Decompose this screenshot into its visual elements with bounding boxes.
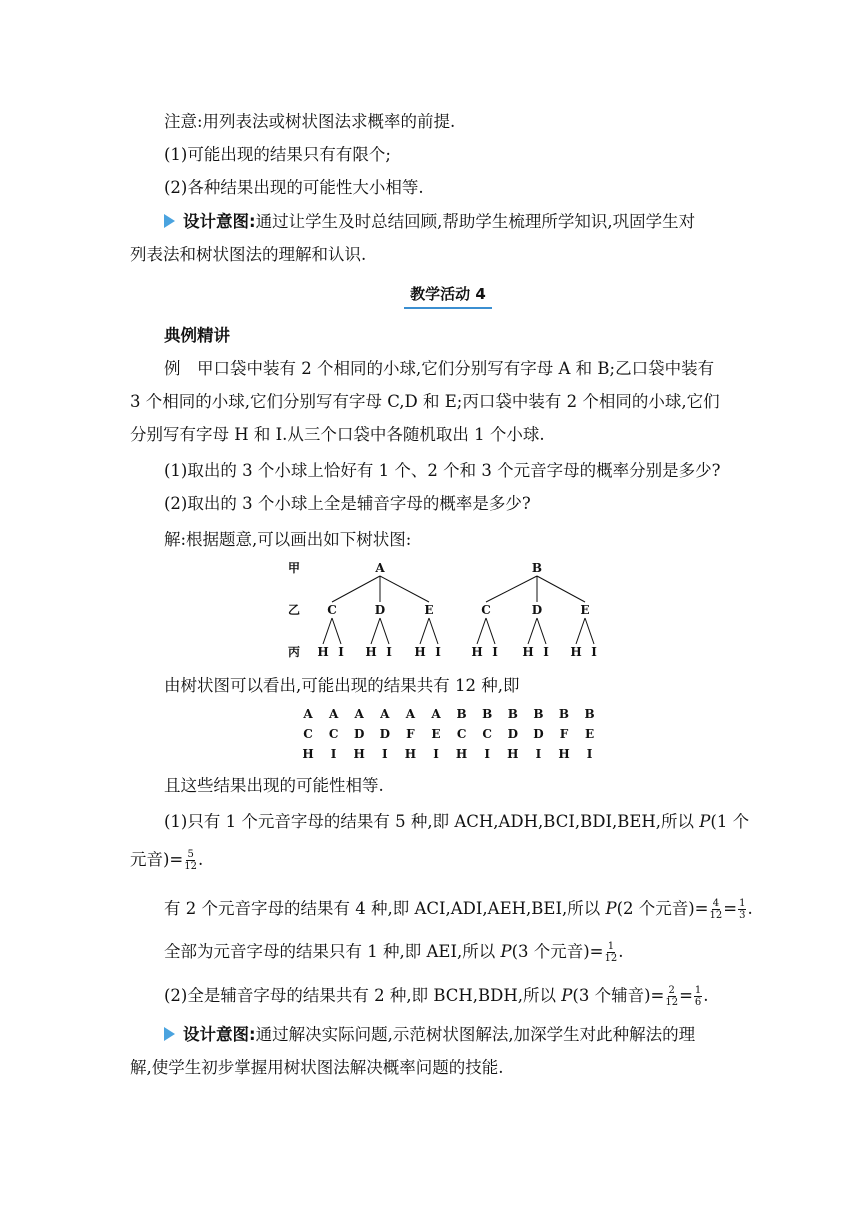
fraction-denominator: 12	[709, 910, 723, 921]
tree-branch	[585, 618, 594, 644]
design-intent-1	[164, 210, 695, 234]
fraction-4-12	[710, 898, 723, 921]
design-intent-2	[164, 1023, 695, 1047]
tree-node-level2: E	[580, 603, 590, 617]
results-grid	[300, 704, 600, 764]
tree-branch	[323, 618, 332, 644]
fraction-1-12	[605, 941, 618, 964]
result-cell: H	[404, 747, 417, 761]
result-cell: F	[559, 727, 569, 741]
tree-branch	[477, 618, 486, 644]
result-cell: A	[354, 707, 364, 721]
period: .	[747, 899, 753, 918]
fraction-numerator: 1	[694, 985, 702, 996]
tree-branch	[486, 576, 537, 602]
tree-node-level2: C	[481, 603, 491, 617]
tree-node-level3: I	[386, 645, 392, 659]
question-1: (1)取出的 3 个小球上恰好有 1 个、2 个和 3 个元音字母的概率分别是多少?	[164, 461, 721, 480]
answer-2-text-b: (2 个元音)=	[616, 899, 709, 918]
tree-node-level3: I	[591, 645, 597, 659]
fraction-denominator: 12	[184, 861, 197, 872]
probability-symbol: P	[699, 812, 711, 831]
tree-branch	[380, 576, 429, 602]
result-cell: B	[507, 707, 518, 721]
tree-branch	[332, 576, 380, 602]
fraction-1-6	[694, 985, 702, 1008]
tree-branch	[537, 576, 585, 602]
result-cell: A	[431, 707, 441, 721]
result-cell: I	[535, 747, 542, 761]
result-cell: C	[303, 727, 313, 741]
results-intro: 由树状图可以看出,可能出现的结果共有 12 种,即	[164, 676, 520, 695]
fraction-numerator: 5	[187, 849, 194, 860]
tree-branch	[380, 618, 389, 644]
answer-1-text-b: (1 个	[710, 812, 750, 831]
answer-3	[164, 940, 624, 964]
tree-node-level3: H	[414, 645, 426, 659]
tree-node-level3: H	[317, 645, 329, 659]
tree-node-level3: H	[365, 645, 377, 659]
tree-branch	[537, 618, 546, 644]
period: .	[198, 850, 204, 869]
tree-node-level1: A	[375, 561, 385, 575]
answer-1-text-c: 元音)=	[130, 850, 184, 869]
period: .	[703, 986, 709, 1005]
result-cell: B	[584, 707, 595, 721]
tree-node-level3: H	[522, 645, 534, 659]
answer-2-text: 有 2 个元音字母的结果有 4 种,即 ACI,ADI,AEH,BEI,所以	[164, 899, 606, 918]
tree-branch	[332, 618, 341, 644]
answer-4-text-b: (3 个辅音)=	[572, 986, 665, 1005]
fraction-denominator: 12	[665, 997, 679, 1008]
answer-4-text: (2)全是辅音字母的结果共有 2 种,即 BCH,BDH,所以	[164, 986, 562, 1005]
tree-node-level3: H	[570, 645, 582, 659]
result-cell: C	[328, 727, 339, 741]
result-cell: E	[431, 727, 441, 741]
solution-intro: 解:根据题意,可以画出如下树状图:	[164, 530, 412, 549]
result-cell: F	[406, 727, 415, 741]
result-cell: D	[533, 727, 544, 741]
result-cell: B	[456, 707, 467, 721]
tree-branch	[486, 618, 495, 644]
result-cell: I	[381, 747, 388, 761]
example-para-2: 3 个相同的小球,它们分别写有字母 C,D 和 E;丙口袋中装有 2 个相同的小球,它们	[130, 392, 720, 411]
equal-likelihood-text: 且这些结果出现的可能性相等.	[164, 776, 384, 795]
fraction-2-12	[665, 985, 678, 1008]
tree-branch	[576, 618, 585, 644]
example-para-1: 例 甲口袋中装有 2 个相同的小球,它们分别写有字母 A 和 B;乙口袋中装有	[164, 359, 715, 378]
answer-2	[164, 897, 753, 921]
tree-branch	[420, 618, 429, 644]
fraction-denominator: 12	[604, 953, 618, 964]
answer-4	[164, 984, 709, 1008]
answer-3-text: 全部为元音字母的结果只有 1 种,即 AEI,所以	[164, 942, 501, 961]
note-line-1: 注意:用列表法或树状图法求概率的前提.	[164, 112, 456, 131]
result-cell: A	[405, 707, 416, 721]
probability-symbol: P	[500, 942, 512, 961]
activity-heading-underline	[404, 307, 492, 309]
result-cell: H	[302, 747, 314, 761]
result-cell: B	[482, 707, 493, 721]
probability-symbol: P	[561, 986, 573, 1005]
fraction-5-12	[184, 849, 197, 872]
result-cell: I	[433, 747, 439, 761]
answer-1-text: (1)只有 1 个元音字母的结果有 5 种,即 ACH,ADH,BCI,BDI,BEH,所以	[164, 812, 700, 831]
design-intent-2-cont: 解,使学生初步掌握用树状图法解决概率问题的技能.	[130, 1058, 504, 1077]
design-intent-1-cont: 列表法和树状图法的理解和认识.	[130, 245, 367, 264]
equals-sign: =	[723, 899, 738, 918]
example-para-3: 分别写有字母 H 和 I.从三个口袋中各随机取出 1 个小球.	[130, 425, 545, 444]
example-heading: 典例精讲	[164, 326, 230, 345]
play-triangle-icon	[164, 214, 175, 228]
result-cell: A	[303, 707, 313, 721]
result-cell: B	[558, 707, 570, 721]
fraction-numerator: 4	[712, 898, 720, 909]
result-cell: E	[585, 727, 595, 741]
tree-level-label: 乙	[288, 603, 301, 617]
fraction-numerator: 2	[668, 985, 675, 996]
fraction-denominator: 6	[694, 997, 702, 1008]
tree-node-level3: I	[338, 645, 344, 659]
design-intent-text: 通过解决实际问题,示范树状图解法,加深学生对此种解法的理	[255, 1025, 696, 1044]
result-cell: H	[558, 747, 570, 761]
tree-branch	[371, 618, 380, 644]
result-cell: I	[484, 747, 491, 761]
answer-1-line-2	[130, 848, 203, 872]
result-cell: H	[455, 747, 468, 761]
question-2: (2)取出的 3 个小球上全是辅音字母的概率是多少?	[164, 494, 531, 513]
tree-node-level3: I	[435, 645, 441, 659]
result-cell: I	[586, 747, 593, 761]
tree-node-level2: D	[531, 603, 543, 617]
activity-heading	[400, 283, 496, 309]
result-cell: C	[456, 727, 467, 741]
tree-level-label: 甲	[288, 561, 301, 575]
tree-diagram	[288, 558, 618, 662]
tree-node-level2: D	[374, 603, 386, 617]
tree-level-label: 丙	[288, 645, 301, 659]
design-intent-text: 通过让学生及时总结回顾,帮助学生梳理所学知识,巩固学生对	[255, 212, 696, 231]
tree-node-level3: H	[471, 645, 483, 659]
note-line-2: (1)可能出现的结果只有有限个;	[164, 145, 391, 164]
fraction-1-3	[738, 898, 746, 921]
result-cell: C	[482, 727, 492, 741]
result-cell: H	[353, 747, 365, 761]
design-intent-label: 设计意图:	[183, 1025, 256, 1044]
fraction-denominator: 3	[739, 910, 746, 921]
activity-heading-text: 教学活动 4	[410, 285, 486, 303]
tree-node-level3: I	[492, 645, 498, 659]
result-cell: H	[507, 747, 519, 761]
result-cell: I	[330, 747, 337, 761]
design-intent-label: 设计意图:	[183, 212, 256, 231]
result-cell: D	[379, 727, 391, 741]
result-cell: A	[328, 707, 339, 721]
result-cell: D	[507, 727, 519, 741]
period: .	[618, 942, 624, 961]
result-cell: D	[353, 727, 365, 741]
tree-branch	[429, 618, 438, 644]
tree-branch	[528, 618, 537, 644]
tree-node-level2: C	[327, 603, 337, 617]
answer-1-line-1	[164, 810, 749, 834]
note-line-3: (2)各种结果出现的可能性大小相等.	[164, 178, 424, 197]
fraction-numerator: 1	[739, 898, 746, 909]
equals-sign: =	[679, 986, 693, 1005]
play-triangle-icon	[164, 1027, 175, 1041]
probability-symbol: P	[605, 899, 617, 918]
tree-node-level2: E	[424, 603, 434, 617]
fraction-numerator: 1	[607, 941, 615, 952]
tree-node-level1: B	[531, 561, 543, 575]
answer-3-text-b: (3 个元音)=	[511, 942, 604, 961]
result-cell: A	[380, 707, 390, 721]
result-cell: B	[533, 707, 544, 721]
tree-node-level3: I	[543, 645, 549, 659]
